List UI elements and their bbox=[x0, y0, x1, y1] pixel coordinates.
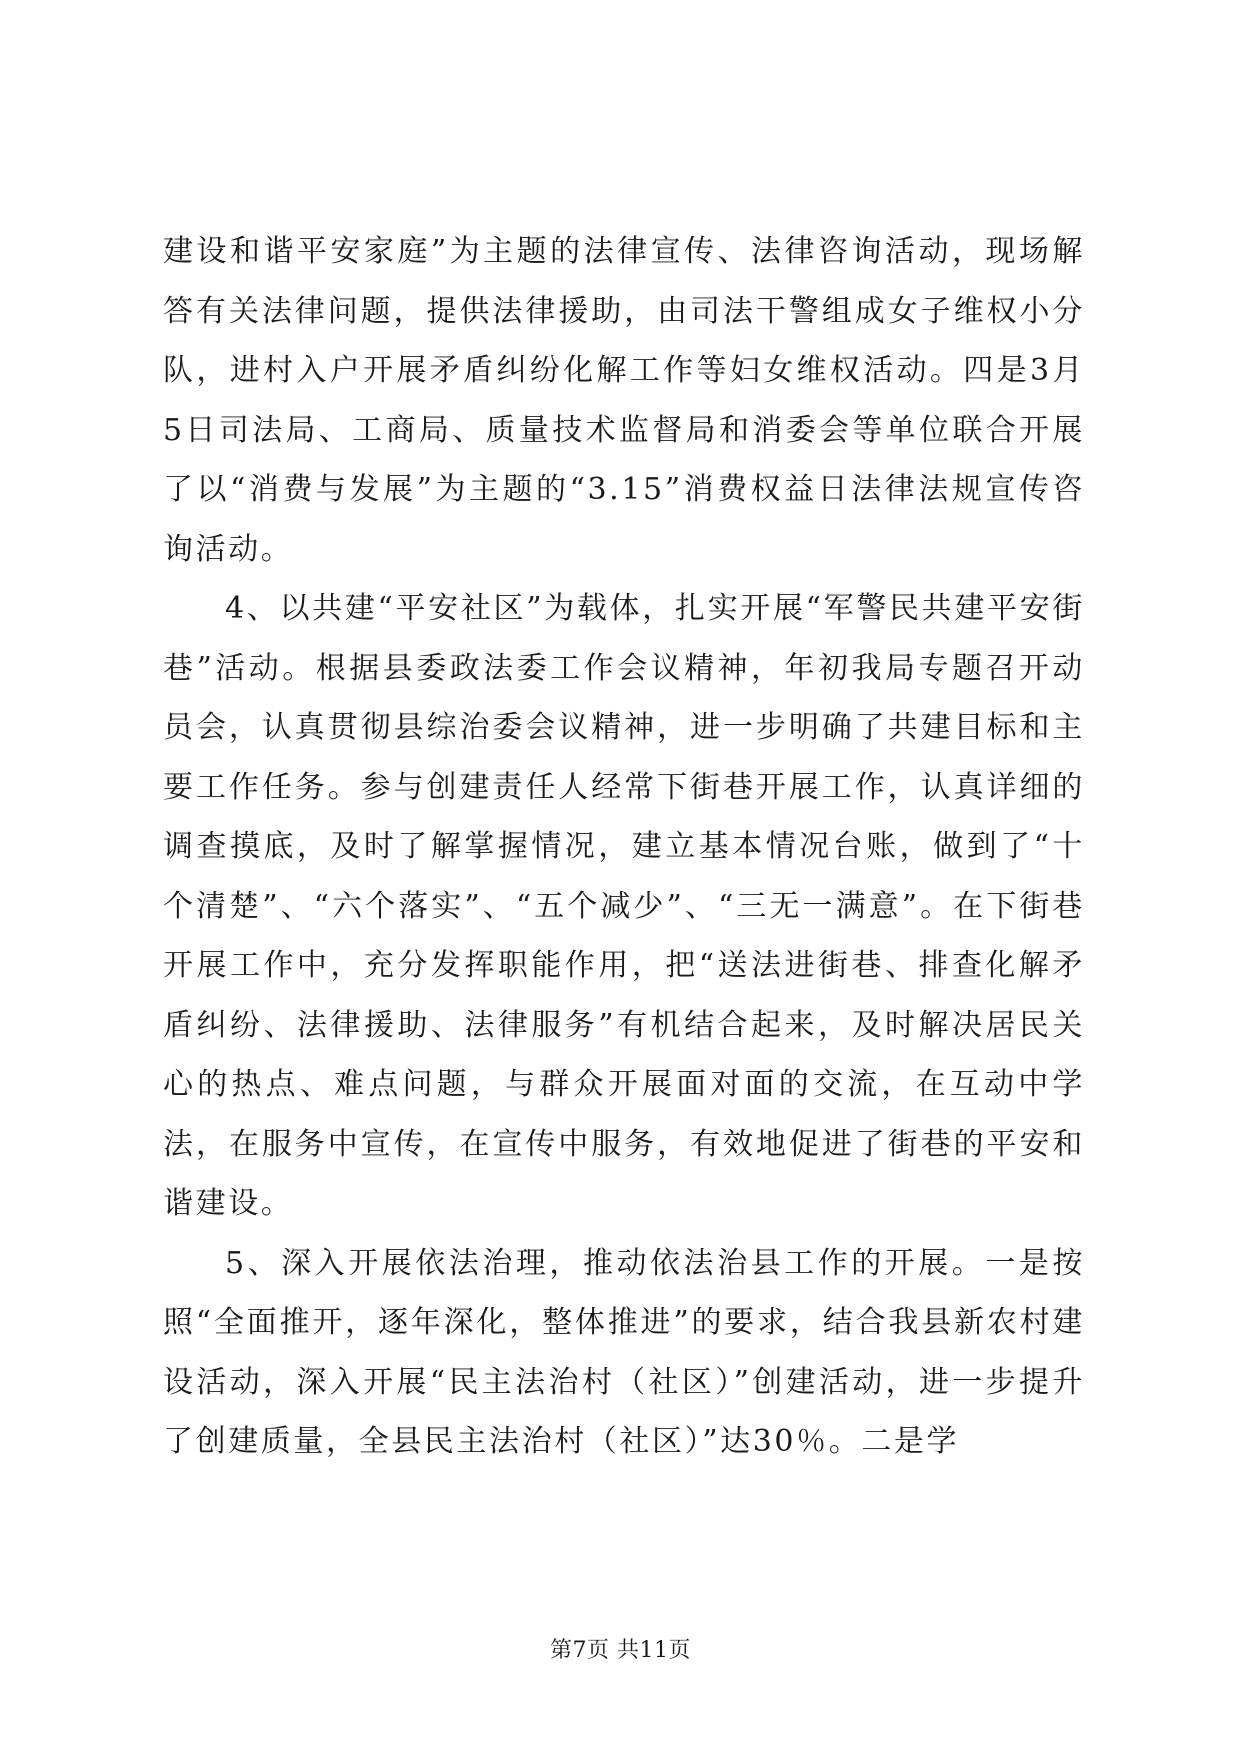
paragraph-item-4: 4、以共建“平安社区”为载体，扎实开展“军警民共建平安街巷”活动。根据县委政法委工作会议精神，年初我局专题召开动员会，认真贯彻县综治委会议精神，进一步明确了共建目标和主要工作任务。参与创建责任人经常下街巷开展工作，认真详细的调查摸底，及时了解掌握情况，建立基本情况台账，做到了“十个清楚”、“六个落实”、“五个减少”、“三无一满意”。在下街巷开展工作中，充分发挥职能作用，把“送法进街巷、排查化解矛盾纠纷、法律援助、法律服务”有机结合起来，及时解决居民关心的热点、难点问题，与群众开展面对面的交流，在互动中学法，在服务中宣传，在宣传中服务，有效地促进了街巷的平安和谐建设。 bbox=[163, 591, 1085, 1221]
document-body bbox=[163, 222, 1085, 1472]
page-number-footer: 第7页 共11页 bbox=[550, 1638, 691, 1663]
paragraph-continuation: 建设和谐平安家庭”为主题的法律宣传、法律咨询活动，现场解答有关法律问题，提供法律援助，由司法干警组成女子维权小分队，进村入户开展矛盾纠纷化解工作等妇女维权活动。四是3月5日司法局、工商局、质量技术监督局和消委会等单位联合开展了以“消费与发展”为主题的“3.15”消费权益日法律法规宣传咨询活动。 bbox=[163, 234, 1085, 567]
paragraph-item-5: 5、深入开展依法治理，推动依法治县工作的开展。一是按照“全面推开，逐年深化，整体推进”的要求，结合我县新农村建设活动，深入开展“民主法治村（社区）”创建活动，进一步提升了创建质量，全县民主法治村（社区）”达30％。二是学 bbox=[163, 1245, 1085, 1459]
